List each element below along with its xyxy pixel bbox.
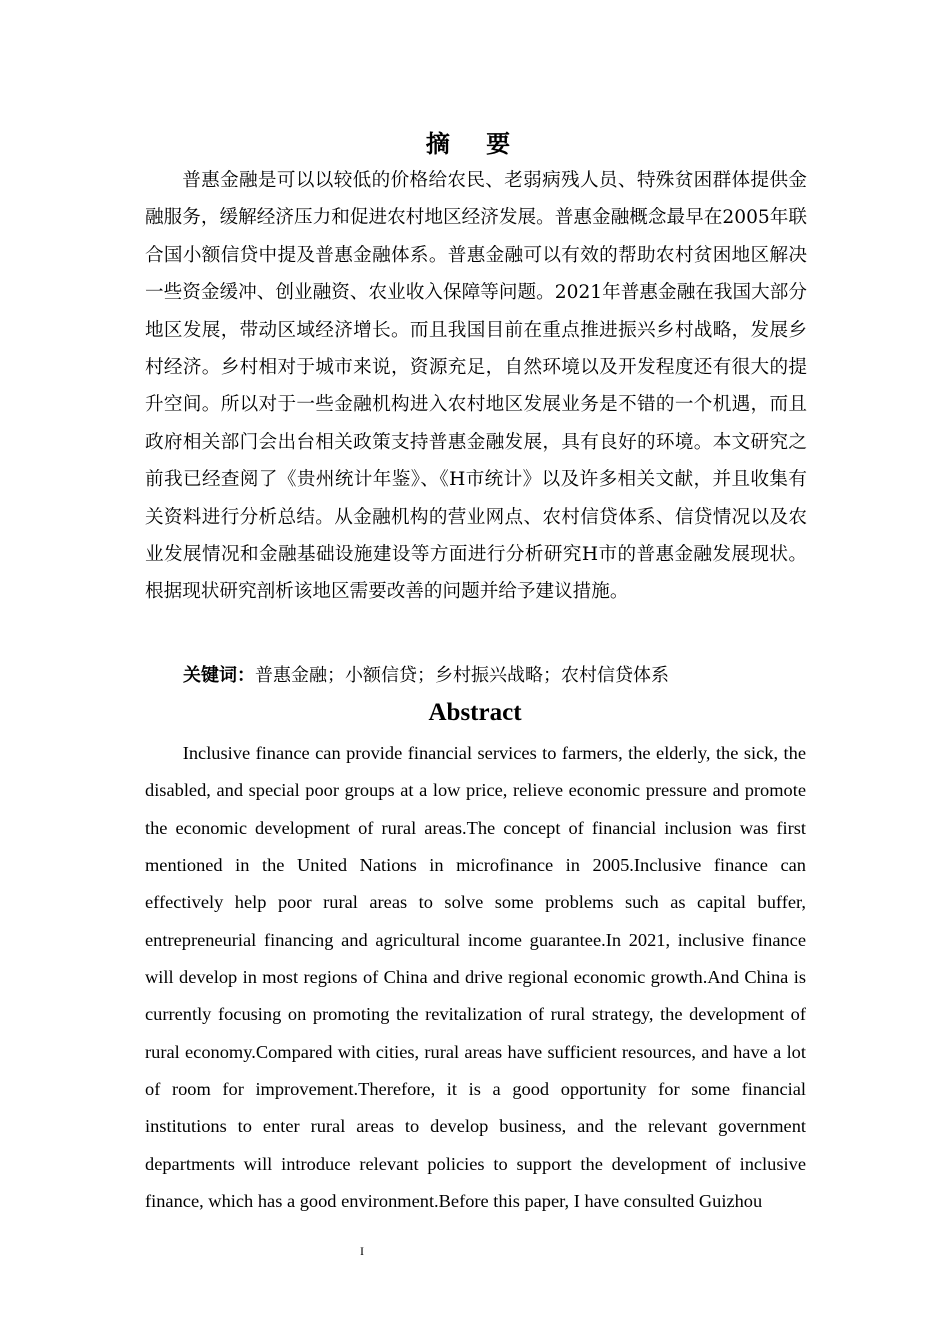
chinese-abstract-title: 摘 要	[425, 130, 525, 158]
chinese-keywords-line	[183, 657, 803, 694]
english-abstract-body: Inclusive finance can provide financial services to farmers, the elderly, the sick, the disabled, and special poor groups at a low price, relieve economic pressure and promote the economic development of rural areas.The concept of financial inclusion was first mentioned in the United Nations in microfinance in 2005.Inclusive finance can effectively help poor rural areas to solve some problems such as capital buffer, entrepreneurial financing and agricultural income guarantee.In 2021, inclusive finance will develop in most regions of China and drive regional economic growth.And China is currently focusing on promoting the revitalization of rural strategy, the development of rural economy.Compared with cities, rural areas have sufficient resources, and have a lot of room for improvement.Therefore, it is a good opportunity for some financial institutions to enter rural areas to develop business, and the relevant government departments will introduce relevant policies to support the development of inclusive finance, which has a good environment.Before this paper, I have consulted Guizhou	[145, 743, 806, 1212]
page-number: I	[360, 1244, 364, 1258]
english-abstract-title: Abstract	[428, 699, 522, 726]
keywords-list: 普惠金融；小额信贷；乡村振兴战略；农村信贷体系	[255, 665, 669, 686]
keywords-label: 关键词：	[183, 665, 255, 686]
chinese-abstract-body: 普惠金融是可以以较低的价格给农民、老弱病残人员、特殊贫困群体提供金融服务，缓解经济压力和促进农村地区经济发展。普惠金融概念最早在2005年联合国小额信贷中提及普惠金融体系。普惠金融可以有效的帮助农村贫困地区解决一些资金缓冲、创业融资、农业收入保障等问题。2021年普惠金融在我国大部分地区发展，带动区域经济增长。而且我国目前在重点推进振兴乡村战略，发展乡村经济。乡村相对于城市来说，资源充足，自然环境以及开发程度还有很大的提升空间。所以对于一些金融机构进入农村地区发展业务是不错的一个机遇，而且政府相关部门会出台相关政策支持普惠金融发展，具有良好的环境。本文研究之前我已经查阅了《贵州统计年鉴》、《H市统计》以及许多相关文献，并且收集有关资料进行分析总结。从金融机构的营业网点、农村信贷体系、信贷情况以及农业发展情况和金融基础设施建设等方面进行分析研究H市的普惠金融发展现状。根据现状研究剖析该地区需要改善的问题并给予建议措施。	[145, 170, 807, 603]
